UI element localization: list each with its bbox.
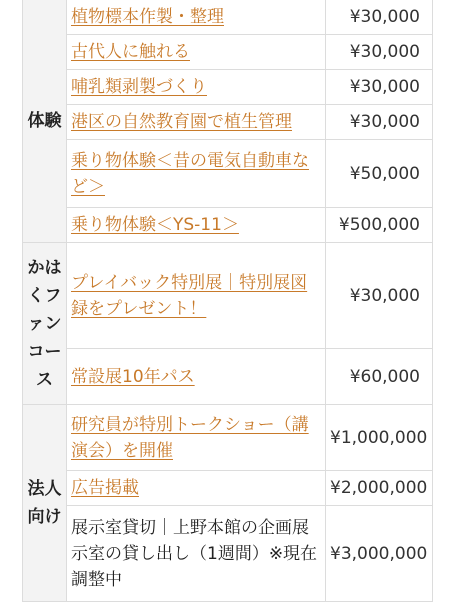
table-row [23, 471, 433, 506]
table-row [23, 35, 433, 70]
table-row [23, 105, 433, 140]
item-link[interactable]: 植物標本作製・整理 [71, 6, 224, 27]
category-label: 法人向け [27, 479, 62, 527]
price-cell: ¥3,000,000 [326, 506, 433, 602]
item-cell [67, 349, 326, 405]
category-cell-experience [23, 0, 67, 243]
item-cell [67, 243, 326, 349]
item-link[interactable]: プレイバック特別展｜特別展図録をプレゼント！ [71, 272, 308, 319]
table-row [23, 70, 433, 105]
price-cell: ¥30,000 [326, 0, 433, 35]
table-row [23, 243, 433, 349]
category-cell-corporate [23, 405, 67, 602]
item-cell [67, 506, 326, 602]
price-cell: ¥1,000,000 [326, 405, 433, 471]
price-cell: ¥60,000 [326, 349, 433, 405]
item-link[interactable]: 古代人に触れる [71, 42, 190, 62]
table-row [23, 0, 433, 35]
item-cell [67, 70, 326, 105]
price-cell: ¥2,000,000 [326, 471, 433, 506]
price-cell: ¥30,000 [326, 35, 433, 70]
table-row [23, 140, 433, 208]
item-cell [67, 105, 326, 140]
price-cell: ¥30,000 [326, 105, 433, 140]
item-cell [67, 471, 326, 506]
page-margin [0, 0, 22, 605]
item-cell [67, 0, 326, 35]
item-link[interactable]: 哺乳類剥製づくり [71, 77, 207, 97]
price-cell: ¥50,000 [326, 140, 433, 208]
return-gifts-table [22, 0, 433, 602]
item-link[interactable]: 乗り物体験＜YS-11＞ [71, 215, 239, 235]
item-text: 展示室貸切｜上野本館の企画展示室の貸し出し（1週間）※現在調整中 [71, 517, 318, 590]
item-link[interactable]: 乗り物体験＜昔の電気自動車など＞ [71, 150, 309, 197]
price-cell: ¥30,000 [326, 70, 433, 105]
item-link[interactable]: 港区の自然教育園で植生管理 [71, 112, 292, 132]
price-cell: ¥500,000 [326, 208, 433, 243]
category-cell-fan-course [23, 243, 67, 405]
item-cell [67, 35, 326, 70]
table-row [23, 349, 433, 405]
category-label: 体験 [27, 110, 62, 131]
item-cell [67, 140, 326, 208]
price-cell: ¥30,000 [326, 243, 433, 349]
category-label: かはくファンコース [27, 257, 62, 390]
table-row [23, 405, 433, 471]
item-cell [67, 208, 326, 243]
item-link[interactable]: 研究員が特別トークショー（講演会）を開催 [71, 414, 309, 461]
item-cell [67, 405, 326, 471]
item-link[interactable]: 広告掲載 [71, 478, 139, 498]
table-row [23, 506, 433, 602]
table-row [23, 208, 433, 243]
item-link[interactable]: 常設展10年パス [71, 366, 195, 387]
